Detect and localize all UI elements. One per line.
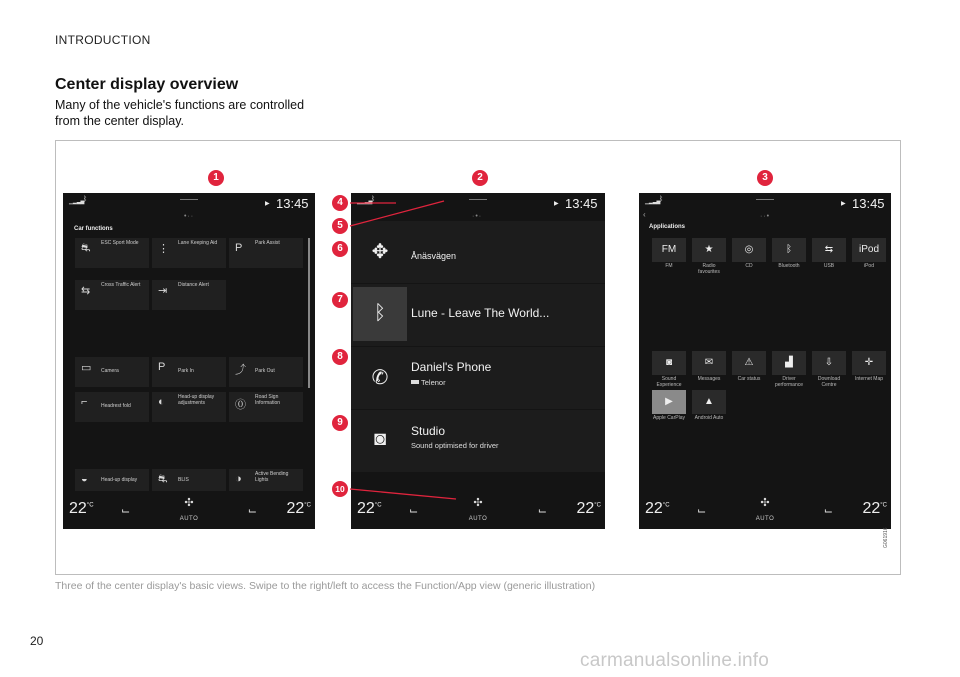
signal-icon: ▁▂▃▅ xyxy=(357,199,373,205)
clock: 13:45 xyxy=(852,196,885,211)
bluetooth-status-icon: ᛒ xyxy=(83,196,88,203)
section-header: INTRODUCTION xyxy=(55,33,151,47)
app-icon: ✛ xyxy=(852,351,886,375)
play-icon: ▶ xyxy=(554,201,559,207)
park-assist-icon: P xyxy=(235,242,243,254)
app-icon: ▟ xyxy=(772,351,806,375)
tile-headrest-fold[interactable]: ⌐ Headrest fold xyxy=(75,392,149,422)
app-icon: ᛒ xyxy=(772,238,806,262)
tile-blis[interactable]: ⛐ BLIS xyxy=(152,469,226,491)
page-indicator: ·•· xyxy=(472,213,483,220)
intro-paragraph: Many of the vehicle's functions are controlled from the center display. xyxy=(55,98,305,128)
carrier-name: Telenor xyxy=(421,378,446,387)
callout-9: 9 xyxy=(332,415,348,431)
fan-icon[interactable]: ✣ xyxy=(184,497,194,509)
leader-10 xyxy=(350,489,456,499)
park-out-icon: ⤴ xyxy=(235,364,246,376)
phone-icon: ✆ xyxy=(371,367,389,389)
hud-icon: ◒ xyxy=(81,473,88,485)
tile-road-sign[interactable]: ⓪ Road Sign Information xyxy=(229,392,303,422)
left-seat-heat-icon[interactable]: ⌙ xyxy=(409,505,419,517)
compass-icon: ✥ xyxy=(371,241,389,263)
app-icon: ✉ xyxy=(692,351,726,375)
app-label: CD xyxy=(745,263,753,269)
road-sign-icon: ⓪ xyxy=(235,399,246,411)
tile-hud-adjustments[interactable]: ◐ Head-up display adjustments xyxy=(152,392,226,422)
app-label: FM xyxy=(665,263,673,269)
left-temperature[interactable]: $22^{^\circ C}$ xyxy=(645,500,670,517)
app-label: Driver performance xyxy=(774,376,804,388)
leader-5 xyxy=(350,201,444,226)
tile-lane-keeping[interactable]: ⋮ Lane Keeping Aid xyxy=(152,238,226,268)
callout-6: 6 xyxy=(332,241,348,257)
auto-climate-label[interactable]: AUTO xyxy=(179,516,199,522)
fan-icon[interactable]: ✣ xyxy=(473,497,483,509)
hud-adjust-icon: ◐ xyxy=(158,396,165,408)
app-icon: ◙ xyxy=(652,351,686,375)
tile-park-in[interactable]: P Park In xyxy=(152,357,226,387)
app-icon: ▶ xyxy=(652,390,686,414)
app-icon: ⚠ xyxy=(732,351,766,375)
watermark: carmanualsonline.info xyxy=(580,650,770,671)
auto-climate-label[interactable]: AUTO xyxy=(468,516,488,522)
app-label: Bluetooth xyxy=(778,263,800,269)
sound-description: Sound optimised for driver xyxy=(411,441,499,450)
right-temperature[interactable]: $22^{^\circ C}$ xyxy=(862,500,887,517)
figure-frame xyxy=(55,140,901,575)
bluetooth-icon: ᛒ xyxy=(374,302,386,324)
left-temperature[interactable]: $22^{^\circ C}$ xyxy=(69,500,94,517)
signal-icon: ▁▂▃▅ xyxy=(645,199,661,205)
right-temperature[interactable]: $22^{^\circ C}$ xyxy=(286,500,311,517)
app-label: iPod xyxy=(863,263,874,269)
left-seat-heat-icon[interactable]: ⌙ xyxy=(121,505,131,517)
app-label: Apple CarPlay xyxy=(653,415,685,421)
app-label: Messages xyxy=(697,376,721,382)
figure-id: G061916 xyxy=(883,527,889,548)
callout-3: 3 xyxy=(757,170,773,186)
tile-bending-lights[interactable]: ◑ Active Bending Lights xyxy=(229,469,303,491)
app-icon: ⇆ xyxy=(812,238,846,262)
callout-4: 4 xyxy=(332,195,348,211)
app-label: Android Auto xyxy=(694,415,724,421)
app-label: Download Centre xyxy=(817,376,841,388)
play-icon: ▶ xyxy=(841,201,846,207)
function-heading: Car functions xyxy=(74,226,113,232)
right-seat-heat-icon[interactable]: ⌙ xyxy=(247,505,257,517)
speaker-icon: ◙ xyxy=(373,428,387,450)
signal-icon: ▁▂▃▅ xyxy=(69,199,85,205)
play-icon: ▶ xyxy=(265,201,270,207)
app-label: Sound Experience xyxy=(656,376,682,388)
page-indicator: ··• xyxy=(760,213,771,220)
callout-1: 1 xyxy=(208,170,224,186)
tile-distance-alert[interactable]: ⇥ Distance Alert xyxy=(152,280,226,310)
app-icon: FM xyxy=(652,238,686,262)
callout-7: 7 xyxy=(332,292,348,308)
page-indicator: •·· xyxy=(184,213,195,220)
app-icon: ◎ xyxy=(732,238,766,262)
callout-leaders xyxy=(56,141,902,576)
page-number: 20 xyxy=(30,634,44,648)
lane-icon: ⋮ xyxy=(158,243,169,255)
media-track: Lune - Leave The World... xyxy=(411,306,550,320)
app-icon: iPod xyxy=(852,238,886,262)
bending-lights-icon: ◑ xyxy=(235,473,242,485)
clock: 13:45 xyxy=(276,196,309,211)
apps-heading: Applications xyxy=(649,224,686,230)
app-label: Internet Map xyxy=(854,376,884,382)
left-temperature[interactable]: $22^{^\circ C}$ xyxy=(357,500,382,517)
app-label: Radio favourites xyxy=(698,263,720,275)
tile-camera[interactable]: ▭ Camera xyxy=(75,357,149,387)
callout-8: 8 xyxy=(332,349,348,365)
app-icon: ⇩ xyxy=(812,351,846,375)
callout-2: 2 xyxy=(472,170,488,186)
blis-icon: ⛐ xyxy=(158,473,168,485)
right-seat-heat-icon[interactable]: ⌙ xyxy=(537,505,547,517)
fan-icon[interactable]: ✣ xyxy=(760,497,770,509)
clock: 13:45 xyxy=(565,196,598,211)
tile-park-out[interactable]: ⤴ Park Out xyxy=(229,357,303,387)
bluetooth-status-icon: ᛒ xyxy=(371,196,376,203)
sound-profile: Studio xyxy=(411,424,446,438)
app-icon: ▲ xyxy=(692,390,726,414)
callout-10: 10 xyxy=(332,481,348,497)
auto-climate-label[interactable]: AUTO xyxy=(755,516,775,522)
app-label: Car status xyxy=(737,376,761,382)
tile-esc[interactable]: ⛐ ESC Sport Mode xyxy=(75,238,149,268)
app-label: USB xyxy=(823,263,835,269)
distance-icon: ⇥ xyxy=(158,285,168,297)
cross-traffic-icon: ⇆ xyxy=(81,285,91,297)
page-title: Center display overview xyxy=(55,76,239,93)
tile-hud[interactable]: ◒ Head-up display xyxy=(75,469,149,491)
phone-name: Daniel's Phone xyxy=(411,360,492,374)
callout-5: 5 xyxy=(332,218,348,234)
tile-park-assist[interactable]: P Park Assist xyxy=(229,238,303,268)
app-icon: ★ xyxy=(692,238,726,262)
left-seat-heat-icon[interactable]: ⌙ xyxy=(697,505,707,517)
tile-cross-traffic[interactable]: ⇆ Cross Traffic Alert xyxy=(75,280,149,310)
nav-street: Ånäsvägen xyxy=(411,251,457,261)
bluetooth-status-icon: ᛒ xyxy=(659,196,664,203)
back-chevron-icon[interactable]: ‹ xyxy=(643,210,646,219)
park-in-icon: P xyxy=(158,361,166,373)
camera-icon: ▭ xyxy=(81,362,92,374)
figure-caption: Three of the center display's basic views. Swipe to the right/left to access the Function/App view (generic illustration) xyxy=(55,580,596,592)
esc-icon: ⛐ xyxy=(81,242,91,254)
right-temperature[interactable]: $22^{^\circ C}$ xyxy=(576,500,601,517)
headrest-icon: ⌐ xyxy=(81,396,88,408)
right-seat-heat-icon[interactable]: ⌙ xyxy=(823,505,833,517)
